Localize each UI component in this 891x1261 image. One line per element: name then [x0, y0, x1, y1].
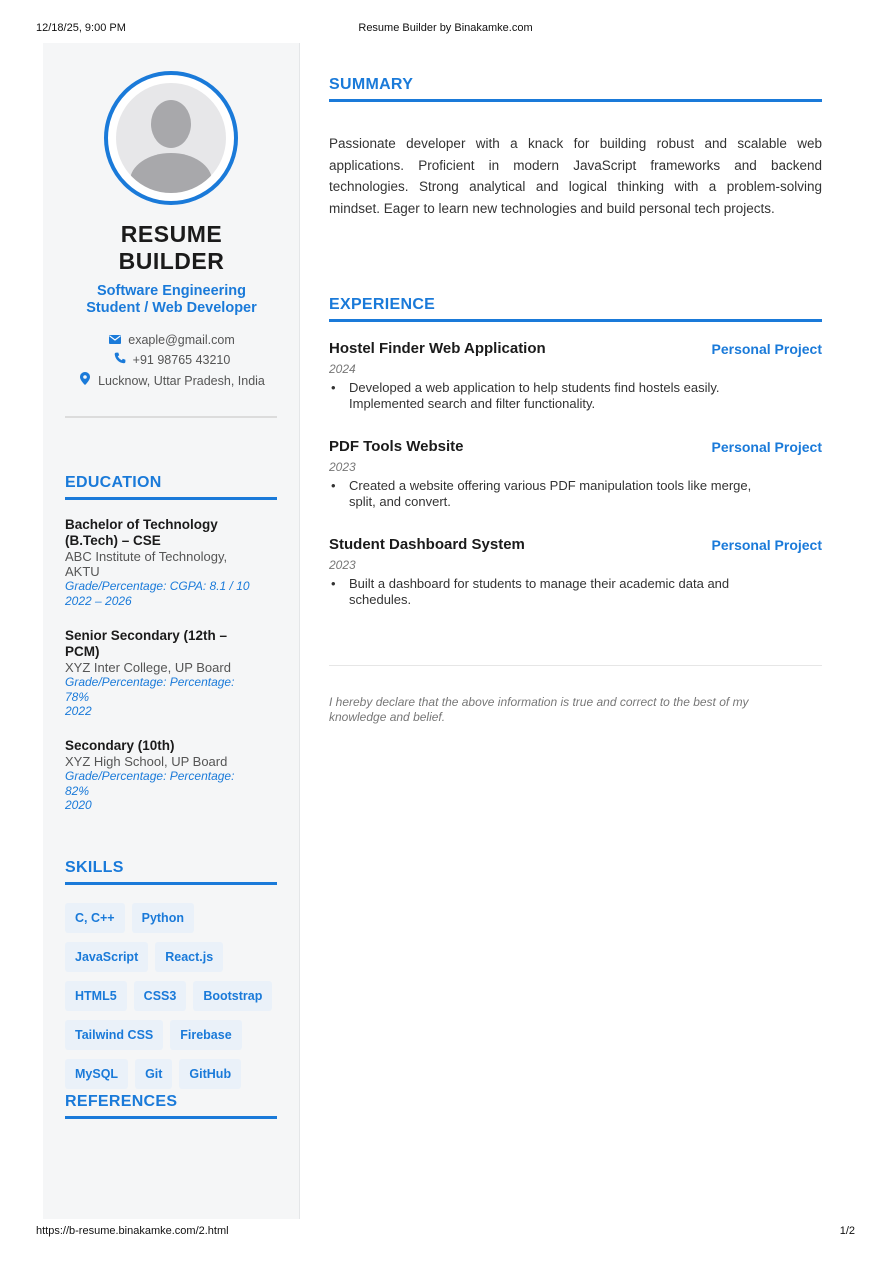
experience-bullet	[329, 576, 822, 608]
experience-type: Personal Project	[711, 341, 822, 357]
bullet-line: • Built a dashboard for students to manage their academic data and	[349, 576, 730, 591]
contact-email[interactable]	[43, 332, 300, 348]
contact-phone[interactable]	[43, 352, 300, 368]
skill-tag: C, C++	[65, 903, 125, 933]
edu-school-line: AKTU	[65, 564, 100, 579]
experience-header	[329, 340, 822, 360]
experience-title: Student Dashboard System	[329, 536, 525, 553]
edu-school: XYZ Inter College, UP Board	[65, 660, 231, 675]
section-rule	[329, 319, 822, 322]
edu-school	[65, 549, 277, 579]
print-date: 12/18/25, 9:00 PM	[36, 22, 126, 34]
skill-tag: Python	[132, 903, 194, 933]
bullet-line: • Developed a web application to help students find hostels easily.	[349, 380, 720, 395]
sidebar-divider	[65, 416, 277, 418]
edu-degree: Secondary (10th)	[65, 738, 175, 753]
edu-grade: Grade/Percentage: CGPA: 8.1 / 10	[65, 579, 250, 593]
education-item	[65, 738, 277, 813]
experience-type: Personal Project	[711, 537, 822, 553]
phone-icon	[113, 352, 127, 368]
edu-grade-line: 78%	[65, 689, 90, 704]
education-item	[65, 517, 277, 608]
experience-header	[329, 438, 822, 458]
edu-year: 2020	[65, 798, 92, 812]
skill-row	[65, 1059, 287, 1089]
skill-row	[65, 942, 287, 972]
edu-grade-line: Grade/Percentage: Percentage:	[65, 769, 235, 783]
profile-role-line1: Software Engineering	[96, 283, 247, 299]
skill-tag: Bootstrap	[193, 981, 272, 1011]
edu-degree-line: Senior Secondary (12th –	[65, 628, 228, 643]
declaration	[329, 695, 822, 725]
experience-title: Hostel Finder Web Application	[329, 340, 546, 357]
main-content	[329, 0, 822, 1261]
page-number: 1/2	[839, 1225, 855, 1237]
declaration-line: knowledge and belief.	[329, 710, 446, 724]
experience-bullet	[329, 380, 822, 412]
edu-grade	[65, 769, 277, 798]
skill-tag: MySQL	[65, 1059, 128, 1089]
avatar-head	[151, 100, 191, 148]
edu-school: XYZ High School, UP Board	[65, 754, 228, 769]
edu-grade-line: 82%	[65, 783, 90, 798]
experience-item	[329, 340, 822, 412]
skill-tag: Firebase	[170, 1020, 241, 1050]
edu-degree-line: Bachelor of Technology	[65, 517, 218, 532]
section-title-summary: SUMMARY	[329, 76, 414, 93]
edu-school-line: ABC Institute of Technology,	[65, 549, 228, 564]
profile-name-line2: BUILDER	[118, 248, 225, 274]
skill-tag: HTML5	[65, 981, 127, 1011]
sidebar	[43, 43, 300, 1219]
experience-year: 2023	[329, 460, 356, 474]
edu-degree	[65, 628, 277, 660]
user-avatar-icon	[116, 83, 226, 193]
envelope-icon	[108, 332, 122, 348]
edu-degree-line: (B.Tech) – CSE	[65, 533, 161, 548]
skill-tag: Tailwind CSS	[65, 1020, 163, 1050]
print-url[interactable]: https://b-resume.binakamke.com/2.html	[36, 1225, 229, 1237]
edu-degree-line: PCM)	[65, 644, 100, 659]
experience-bullets	[329, 380, 822, 412]
profile-name-line1: RESUME	[120, 221, 223, 247]
main-divider	[329, 665, 822, 666]
experience-header	[329, 536, 822, 556]
bullet-line: split, and convert.	[349, 494, 451, 509]
experience-type: Personal Project	[711, 439, 822, 455]
edu-degree	[65, 517, 277, 549]
education-item	[65, 628, 277, 719]
profile-role-line2: Student / Web Developer	[86, 300, 257, 316]
profile-role	[63, 283, 280, 317]
experience-bullets	[329, 478, 822, 510]
section-rule	[329, 99, 822, 102]
experience-bullets	[329, 576, 822, 608]
section-rule	[65, 882, 277, 885]
experience-title: PDF Tools Website	[329, 438, 464, 455]
bullet-line: schedules.	[349, 592, 412, 607]
edu-year: 2022 – 2026	[65, 593, 132, 608]
avatar-body	[130, 153, 212, 193]
experience-item	[329, 438, 822, 510]
section-rule	[65, 1116, 277, 1119]
experience-year: 2023	[329, 558, 356, 572]
section-title-education: EDUCATION	[65, 474, 162, 491]
contact-location	[43, 372, 300, 388]
section-title-skills: SKILLS	[65, 859, 124, 876]
skill-tag: JavaScript	[65, 942, 148, 972]
declaration-line: I hereby declare that the above information is true and correct to the best of my	[329, 695, 749, 709]
print-title: Resume Builder by Binakamke.com	[358, 22, 533, 34]
bullet-line: • Created a website offering various PDF manipulation tools like merge,	[349, 478, 752, 493]
profile-name	[43, 221, 300, 275]
bullet-line: Implemented search and filter functionality.	[349, 396, 596, 411]
skill-row	[65, 1020, 287, 1050]
experience-bullet	[329, 478, 822, 510]
skill-tag: Git	[135, 1059, 172, 1089]
location-text: Lucknow, Uttar Pradesh, India	[98, 374, 265, 388]
phone-text: +91 98765 43210	[132, 353, 231, 367]
skill-row	[65, 981, 287, 1011]
skill-row	[65, 903, 287, 933]
avatar	[104, 71, 238, 205]
edu-grade	[65, 675, 277, 704]
section-title-references: REFERENCES	[65, 1093, 178, 1110]
skill-tag: React.js	[155, 942, 223, 972]
skill-tag: GitHub	[179, 1059, 241, 1089]
summary-text: Passionate developer with a knack for building robust and scalable web applications. Proficient in modern JavaScript frameworks and backend technologies. Strong analytical and logical thinking with a problem-solving mindset. Eager to learn new technologies and build personal tech projects.	[329, 136, 822, 216]
edu-year: 2022	[65, 704, 92, 718]
section-title-experience: EXPERIENCE	[329, 296, 436, 313]
map-pin-icon	[78, 372, 92, 389]
experience-year: 2024	[329, 362, 356, 376]
skill-tag: CSS3	[134, 981, 187, 1011]
experience-item	[329, 536, 822, 608]
email-text: exaple@gmail.com	[128, 333, 235, 347]
edu-grade-line: Grade/Percentage: Percentage:	[65, 675, 235, 689]
section-rule	[65, 497, 277, 500]
skills-list	[65, 903, 287, 1098]
